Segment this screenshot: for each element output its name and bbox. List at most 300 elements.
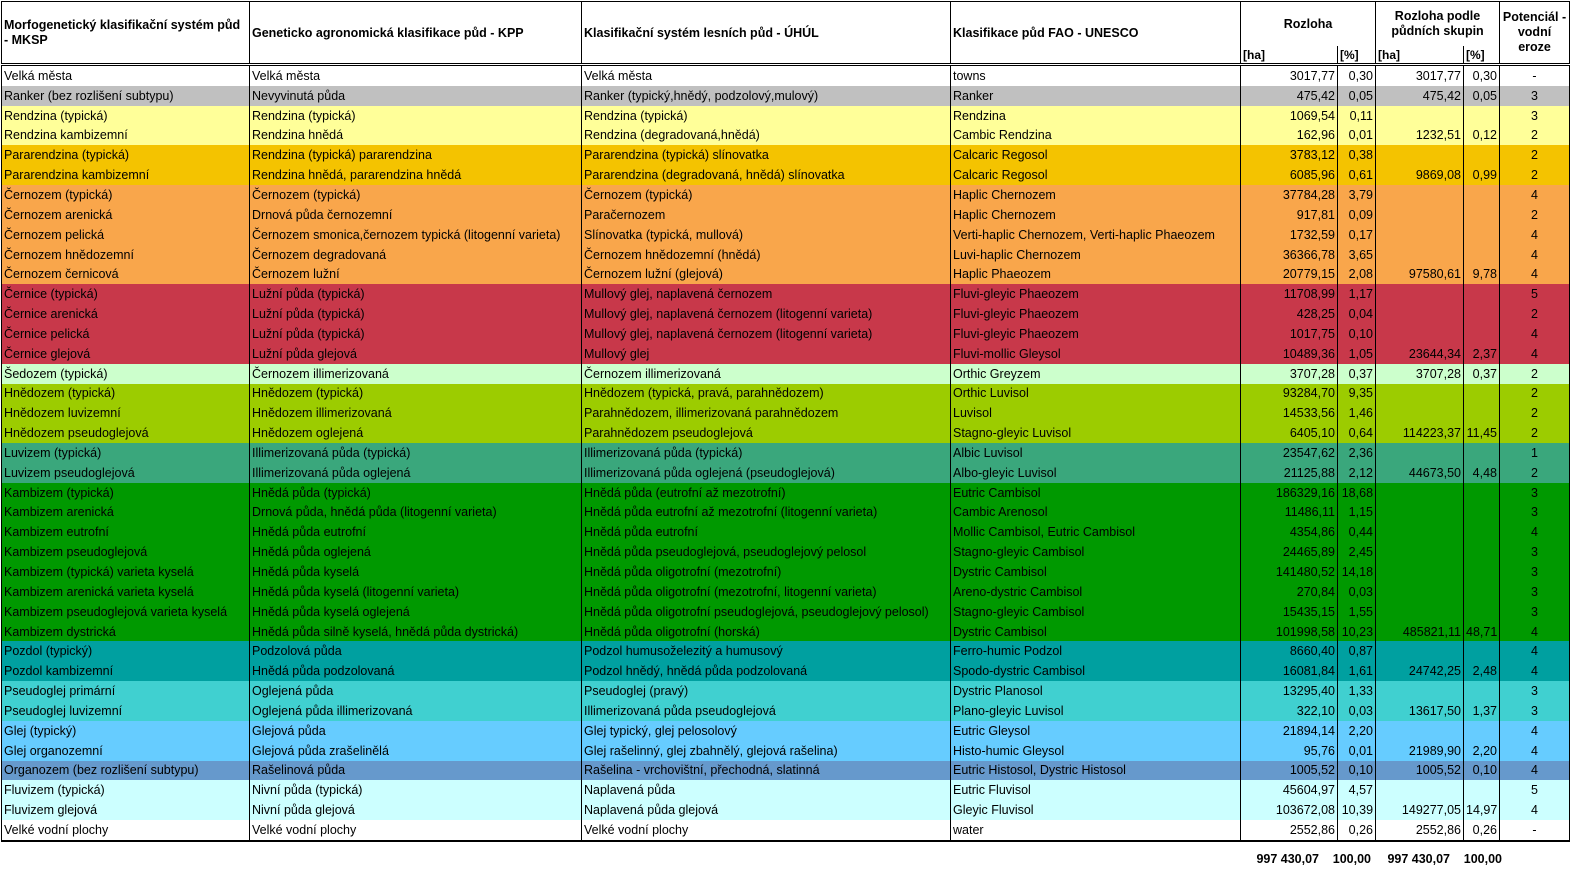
cell-group-pct	[1464, 602, 1500, 622]
cell-mksp: Glej (typický)	[2, 721, 250, 741]
cell-uhul: Mullový glej, naplavená černozem (litogenní varieta)	[582, 304, 951, 324]
cell-area-ha: 45604,97	[1241, 780, 1338, 800]
cell-mksp: Velká města	[2, 65, 250, 86]
cell-uhul: Pseudoglej (pravý)	[582, 681, 951, 701]
header-rozloha-skupin: Rozloha podle půdních skupin	[1376, 2, 1500, 47]
cell-uhul: Podzol humusoželezitý a humusový	[582, 641, 951, 661]
table-row	[2, 403, 1570, 423]
cell-fao: Areno-dystric Cambisol	[951, 582, 1241, 602]
cell-fao: Fluvi-gleyic Phaeozem	[951, 304, 1241, 324]
cell-mksp: Pseudoglej primární	[2, 681, 250, 701]
cell-area-ha: 3707,28	[1241, 364, 1338, 384]
cell-group-ha	[1376, 483, 1464, 503]
cell-kpp: Hnědá půda kyselá oglejená	[250, 602, 582, 622]
cell-area-pct: 0,05	[1338, 86, 1376, 106]
cell-area-pct: 3,65	[1338, 245, 1376, 265]
cell-mksp: Černozem pelická	[2, 225, 250, 245]
cell-uhul: Černozem (typická)	[582, 185, 951, 205]
cell-erosion: 3	[1500, 106, 1570, 126]
cell-fao: Histo-humic Gleysol	[951, 741, 1241, 761]
cell-fao: Eutric Gleysol	[951, 721, 1241, 741]
cell-uhul: Naplavená půda glejová	[582, 800, 951, 820]
table-row	[2, 344, 1570, 364]
cell-group-pct	[1464, 681, 1500, 701]
cell-mksp: Ranker (bez rozlišení subtypu)	[2, 86, 250, 106]
table-row	[2, 602, 1570, 622]
cell-group-ha	[1376, 403, 1464, 423]
table-row	[2, 126, 1570, 146]
cell-kpp: Hnědá půda kyselá (litogenní varieta)	[250, 582, 582, 602]
cell-group-ha	[1376, 542, 1464, 562]
cell-area-ha: 101998,58	[1241, 622, 1338, 642]
cell-erosion: -	[1500, 820, 1570, 841]
cell-area-pct: 1,05	[1338, 344, 1376, 364]
table-row	[2, 641, 1570, 661]
total-group-pct: 100,00	[1463, 852, 1502, 866]
cell-fao: Albo-gleyic Luvisol	[951, 463, 1241, 483]
cell-uhul: Glej typický, glej pelosolový	[582, 721, 951, 741]
cell-erosion: 3	[1500, 503, 1570, 523]
cell-area-pct: 0,26	[1338, 820, 1376, 841]
cell-mksp: Kambizem dystrická	[2, 622, 250, 642]
cell-kpp: Rendzina (typická) pararendzina	[250, 145, 582, 165]
cell-kpp: Nivní půda (typická)	[250, 780, 582, 800]
cell-fao: Haplic Chernozem	[951, 205, 1241, 225]
cell-area-ha: 16081,84	[1241, 661, 1338, 681]
cell-uhul: Pararendzina (degradovaná, hnědá) slínovatka	[582, 165, 951, 185]
cell-uhul: Černozem hnědozemní (hnědá)	[582, 245, 951, 265]
cell-fao: Eutric Cambisol	[951, 483, 1241, 503]
cell-group-ha	[1376, 205, 1464, 225]
cell-erosion: 4	[1500, 721, 1570, 741]
cell-area-ha: 917,81	[1241, 205, 1338, 225]
cell-area-pct: 1,33	[1338, 681, 1376, 701]
table-row	[2, 582, 1570, 602]
cell-group-pct: 2,48	[1464, 661, 1500, 681]
cell-mksp: Černozem hnědozemní	[2, 245, 250, 265]
cell-mksp: Černice pelická	[2, 324, 250, 344]
cell-group-ha: 475,42	[1376, 86, 1464, 106]
cell-kpp: Velká města	[250, 65, 582, 86]
cell-area-pct: 1,15	[1338, 503, 1376, 523]
cell-area-ha: 162,96	[1241, 126, 1338, 146]
cell-kpp: Lužní půda glejová	[250, 344, 582, 364]
cell-erosion: -	[1500, 65, 1570, 86]
cell-erosion: 3	[1500, 86, 1570, 106]
cell-fao: Stagno-gleyic Luvisol	[951, 423, 1241, 443]
cell-uhul: Rendzina (typická)	[582, 106, 951, 126]
cell-group-pct: 0,99	[1464, 165, 1500, 185]
cell-kpp: Lužní půda (typická)	[250, 324, 582, 344]
cell-group-pct	[1464, 225, 1500, 245]
cell-fao: water	[951, 820, 1241, 841]
cell-group-ha: 9869,08	[1376, 165, 1464, 185]
cell-group-ha	[1376, 780, 1464, 800]
cell-area-ha: 475,42	[1241, 86, 1338, 106]
cell-area-pct: 0,37	[1338, 364, 1376, 384]
cell-erosion: 4	[1500, 800, 1570, 820]
cell-area-pct: 9,35	[1338, 384, 1376, 404]
cell-kpp: Glejová půda zrašelinělá	[250, 741, 582, 761]
cell-fao: Spodo-dystric Cambisol	[951, 661, 1241, 681]
cell-mksp: Kambizem (typická) varieta kyselá	[2, 562, 250, 582]
cell-group-ha	[1376, 681, 1464, 701]
cell-area-ha: 36366,78	[1241, 245, 1338, 265]
table-row	[2, 483, 1570, 503]
cell-area-pct: 2,08	[1338, 264, 1376, 284]
cell-area-pct: 0,87	[1338, 641, 1376, 661]
cell-fao: Ferro-humic Podzol	[951, 641, 1241, 661]
cell-group-pct: 9,78	[1464, 264, 1500, 284]
cell-fao: Luvi-haplic Chernozem	[951, 245, 1241, 265]
cell-uhul: Hnědá půda eutrofní až mezotrofní (litogenní varieta)	[582, 503, 951, 523]
cell-mksp: Fluvizem (typická)	[2, 780, 250, 800]
cell-group-pct: 0,26	[1464, 820, 1500, 841]
cell-group-ha: 2552,86	[1376, 820, 1464, 841]
cell-group-ha: 23644,34	[1376, 344, 1464, 364]
cell-group-pct	[1464, 443, 1500, 463]
unit-group-pct: [%]	[1464, 46, 1500, 65]
cell-group-pct	[1464, 721, 1500, 741]
cell-fao: Gleyic Fluvisol	[951, 800, 1241, 820]
table-row	[2, 780, 1570, 800]
cell-uhul: Hnědá půda pseudoglejová, pseudoglejový pelosol	[582, 542, 951, 562]
cell-area-pct: 0,44	[1338, 522, 1376, 542]
cell-group-ha: 97580,61	[1376, 264, 1464, 284]
cell-group-pct	[1464, 522, 1500, 542]
cell-erosion: 3	[1500, 542, 1570, 562]
cell-erosion: 4	[1500, 741, 1570, 761]
cell-fao: Verti-haplic Chernozem, Verti-haplic Phaeozem	[951, 225, 1241, 245]
cell-group-pct	[1464, 384, 1500, 404]
cell-area-pct: 10,23	[1338, 622, 1376, 642]
cell-group-ha	[1376, 185, 1464, 205]
cell-mksp: Rendzina kambizemní	[2, 126, 250, 146]
cell-group-ha: 1005,52	[1376, 761, 1464, 781]
cell-uhul: Hnědá půda eutrofní	[582, 522, 951, 542]
cell-uhul: Illimerizovaná půda oglejená (pseudoglejová)	[582, 463, 951, 483]
cell-group-ha	[1376, 384, 1464, 404]
cell-kpp: Hnědá půda silně kyselá, hnědá půda dystrická)	[250, 622, 582, 642]
cell-mksp: Černozem (typická)	[2, 185, 250, 205]
cell-group-pct: 11,45	[1464, 423, 1500, 443]
cell-fao: Cambic Arenosol	[951, 503, 1241, 523]
table-body	[2, 65, 1570, 841]
cell-uhul: Černozem illimerizovaná	[582, 364, 951, 384]
cell-uhul: Slínovatka (typická, mullová)	[582, 225, 951, 245]
cell-group-ha	[1376, 721, 1464, 741]
cell-mksp: Pararendzina kambizemní	[2, 165, 250, 185]
cell-fao: Mollic Cambisol, Eutric Cambisol	[951, 522, 1241, 542]
cell-area-pct: 2,12	[1338, 463, 1376, 483]
table-row	[2, 145, 1570, 165]
soil-classification-table	[1, 1, 1570, 842]
cell-erosion: 4	[1500, 264, 1570, 284]
cell-group-ha: 3707,28	[1376, 364, 1464, 384]
cell-area-pct: 2,36	[1338, 443, 1376, 463]
cell-kpp: Velké vodní plochy	[250, 820, 582, 841]
cell-area-ha: 21125,88	[1241, 463, 1338, 483]
cell-erosion: 2	[1500, 423, 1570, 443]
cell-fao: Ranker	[951, 86, 1241, 106]
cell-group-pct	[1464, 145, 1500, 165]
cell-area-ha: 8660,40	[1241, 641, 1338, 661]
cell-uhul: Pararendzina (typická) slínovatka	[582, 145, 951, 165]
cell-group-ha	[1376, 602, 1464, 622]
cell-kpp: Černozem smonica,černozem typická (litogenní varieta)	[250, 225, 582, 245]
cell-group-pct: 0,10	[1464, 761, 1500, 781]
table-row	[2, 701, 1570, 721]
cell-uhul: Hnědá půda oligotrofní (horská)	[582, 622, 951, 642]
cell-group-pct	[1464, 780, 1500, 800]
cell-erosion: 4	[1500, 225, 1570, 245]
header-kpp: Geneticko agronomická klasifikace půd - KPP	[250, 2, 582, 65]
header-eroze: Potenciál - vodní eroze	[1500, 2, 1570, 65]
cell-mksp: Hnědozem (typická)	[2, 384, 250, 404]
cell-area-ha: 1069,54	[1241, 106, 1338, 126]
cell-kpp: Nevyvinutá půda	[250, 86, 582, 106]
cell-erosion: 2	[1500, 304, 1570, 324]
cell-erosion: 2	[1500, 126, 1570, 146]
cell-uhul: Velká města	[582, 65, 951, 86]
cell-area-ha: 3783,12	[1241, 145, 1338, 165]
cell-erosion: 4	[1500, 622, 1570, 642]
cell-group-ha	[1376, 443, 1464, 463]
cell-group-ha	[1376, 304, 1464, 324]
cell-group-ha	[1376, 641, 1464, 661]
cell-mksp: Černice (typická)	[2, 284, 250, 304]
cell-erosion: 2	[1500, 463, 1570, 483]
cell-area-ha: 3017,77	[1241, 65, 1338, 86]
cell-fao: Calcaric Regosol	[951, 165, 1241, 185]
cell-fao: Rendzina	[951, 106, 1241, 126]
cell-group-pct	[1464, 284, 1500, 304]
cell-area-ha: 2552,86	[1241, 820, 1338, 841]
cell-area-pct: 0,64	[1338, 423, 1376, 443]
cell-area-pct: 0,04	[1338, 304, 1376, 324]
cell-fao: Dystric Cambisol	[951, 562, 1241, 582]
cell-kpp: Illimerizovaná půda oglejená	[250, 463, 582, 483]
cell-uhul: Mullový glej	[582, 344, 951, 364]
cell-kpp: Rendzina (typická)	[250, 106, 582, 126]
cell-area-pct: 1,55	[1338, 602, 1376, 622]
cell-fao: Orthic Greyzem	[951, 364, 1241, 384]
unit-ha: [ha]	[1241, 46, 1338, 65]
cell-area-ha: 4354,86	[1241, 522, 1338, 542]
cell-fao: Albic Luvisol	[951, 443, 1241, 463]
cell-area-pct: 0,09	[1338, 205, 1376, 225]
cell-area-ha: 270,84	[1241, 582, 1338, 602]
cell-kpp: Rašelinová půda	[250, 761, 582, 781]
cell-fao: Haplic Chernozem	[951, 185, 1241, 205]
cell-erosion: 4	[1500, 522, 1570, 542]
cell-area-ha: 1005,52	[1241, 761, 1338, 781]
cell-fao: Stagno-gleyic Cambisol	[951, 602, 1241, 622]
cell-group-ha	[1376, 284, 1464, 304]
cell-erosion: 3	[1500, 582, 1570, 602]
cell-area-ha: 10489,36	[1241, 344, 1338, 364]
cell-kpp: Oglejená půda illimerizovaná	[250, 701, 582, 721]
unit-group-ha: [ha]	[1376, 46, 1464, 65]
table-row	[2, 503, 1570, 523]
table-row	[2, 622, 1570, 642]
cell-uhul: Podzol hnědý, hnědá půda podzolovaná	[582, 661, 951, 681]
cell-fao: Fluvi-gleyic Phaeozem	[951, 284, 1241, 304]
cell-uhul: Černozem lužní (glejová)	[582, 264, 951, 284]
cell-area-pct: 0,10	[1338, 324, 1376, 344]
table-row	[2, 384, 1570, 404]
cell-kpp: Hnědozem illimerizovaná	[250, 403, 582, 423]
cell-mksp: Černice arenická	[2, 304, 250, 324]
cell-group-pct: 0,30	[1464, 65, 1500, 86]
cell-erosion: 4	[1500, 761, 1570, 781]
cell-erosion: 4	[1500, 245, 1570, 265]
cell-group-ha: 149277,05	[1376, 800, 1464, 820]
cell-mksp: Kambizem arenická varieta kyselá	[2, 582, 250, 602]
table-row	[2, 800, 1570, 820]
cell-group-ha	[1376, 324, 1464, 344]
cell-kpp: Drnová půda, hnědá půda (litogenní varieta)	[250, 503, 582, 523]
cell-fao: Plano-gleyic Luvisol	[951, 701, 1241, 721]
cell-uhul: Illimerizovaná půda pseudoglejová	[582, 701, 951, 721]
cell-area-pct: 1,17	[1338, 284, 1376, 304]
cell-group-pct	[1464, 245, 1500, 265]
table-row	[2, 761, 1570, 781]
cell-area-ha: 14533,56	[1241, 403, 1338, 423]
cell-area-pct: 0,38	[1338, 145, 1376, 165]
cell-group-ha	[1376, 522, 1464, 542]
cell-area-ha: 93284,70	[1241, 384, 1338, 404]
cell-group-ha	[1376, 106, 1464, 126]
cell-group-ha: 1232,51	[1376, 126, 1464, 146]
cell-mksp: Organozem (bez rozlišení subtypu)	[2, 761, 250, 781]
table-row	[2, 721, 1570, 741]
cell-mksp: Luvizem pseudoglejová	[2, 463, 250, 483]
cell-area-pct: 0,03	[1338, 701, 1376, 721]
table-row	[2, 522, 1570, 542]
cell-uhul: Paračernozem	[582, 205, 951, 225]
cell-kpp: Lužní půda (typická)	[250, 304, 582, 324]
cell-fao: Dystric Planosol	[951, 681, 1241, 701]
cell-area-ha: 23547,62	[1241, 443, 1338, 463]
cell-group-pct: 0,05	[1464, 86, 1500, 106]
cell-mksp: Černozem arenická	[2, 205, 250, 225]
cell-group-pct: 2,20	[1464, 741, 1500, 761]
cell-mksp: Hnědozem pseudoglejová	[2, 423, 250, 443]
cell-group-pct: 0,12	[1464, 126, 1500, 146]
table-row	[2, 205, 1570, 225]
cell-uhul: Parahnědozem, illimerizovaná parahnědozem	[582, 403, 951, 423]
cell-group-ha	[1376, 562, 1464, 582]
cell-erosion: 4	[1500, 641, 1570, 661]
cell-group-pct	[1464, 562, 1500, 582]
cell-erosion: 5	[1500, 284, 1570, 304]
cell-uhul: Hnědozem (typická, pravá, parahnědozem)	[582, 384, 951, 404]
cell-fao: Haplic Phaeozem	[951, 264, 1241, 284]
cell-area-ha: 1732,59	[1241, 225, 1338, 245]
cell-group-ha	[1376, 582, 1464, 602]
cell-area-ha: 103672,08	[1241, 800, 1338, 820]
cell-mksp: Hnědozem luvizemní	[2, 403, 250, 423]
cell-group-ha	[1376, 145, 1464, 165]
cell-kpp: Rendzina hnědá	[250, 126, 582, 146]
cell-fao: towns	[951, 65, 1241, 86]
cell-area-pct: 18,68	[1338, 483, 1376, 503]
cell-kpp: Černozem lužní	[250, 264, 582, 284]
cell-group-ha: 3017,77	[1376, 65, 1464, 86]
cell-kpp: Hnědá půda eutrofní	[250, 522, 582, 542]
cell-area-ha: 11708,99	[1241, 284, 1338, 304]
cell-mksp: Černozem černicová	[2, 264, 250, 284]
cell-kpp: Glejová půda	[250, 721, 582, 741]
cell-mksp: Fluvizem glejová	[2, 800, 250, 820]
cell-erosion: 4	[1500, 344, 1570, 364]
cell-group-pct: 14,97	[1464, 800, 1500, 820]
table-row	[2, 324, 1570, 344]
table-row	[2, 106, 1570, 126]
cell-mksp: Velké vodní plochy	[2, 820, 250, 841]
cell-erosion: 2	[1500, 205, 1570, 225]
cell-erosion: 4	[1500, 185, 1570, 205]
unit-pct: [%]	[1338, 46, 1376, 65]
cell-erosion: 3	[1500, 602, 1570, 622]
cell-area-ha: 186329,16	[1241, 483, 1338, 503]
cell-group-pct	[1464, 582, 1500, 602]
cell-kpp: Hnědá půda (typická)	[250, 483, 582, 503]
cell-erosion: 2	[1500, 364, 1570, 384]
cell-fao: Fluvi-gleyic Phaeozem	[951, 324, 1241, 344]
cell-area-ha: 11486,11	[1241, 503, 1338, 523]
cell-group-ha	[1376, 225, 1464, 245]
cell-erosion: 2	[1500, 145, 1570, 165]
cell-area-pct: 0,01	[1338, 741, 1376, 761]
cell-mksp: Kambizem arenická	[2, 503, 250, 523]
cell-erosion: 3	[1500, 681, 1570, 701]
cell-group-pct: 4,48	[1464, 463, 1500, 483]
cell-erosion: 3	[1500, 562, 1570, 582]
cell-mksp: Kambizem (typická)	[2, 483, 250, 503]
table-row	[2, 185, 1570, 205]
cell-kpp: Hnědá půda kyselá	[250, 562, 582, 582]
table-row	[2, 443, 1570, 463]
cell-uhul: Hnědá půda oligotrofní (mezotrofní)	[582, 562, 951, 582]
cell-area-ha: 21894,14	[1241, 721, 1338, 741]
cell-mksp: Kambizem pseudoglejová varieta kyselá	[2, 602, 250, 622]
cell-erosion: 2	[1500, 384, 1570, 404]
cell-kpp: Hnědozem (typická)	[250, 384, 582, 404]
cell-uhul: Naplavená půda	[582, 780, 951, 800]
cell-erosion: 5	[1500, 780, 1570, 800]
cell-fao: Eutric Histosol, Dystric Histosol	[951, 761, 1241, 781]
cell-erosion: 3	[1500, 483, 1570, 503]
cell-uhul: Mullový glej, naplavená černozem	[582, 284, 951, 304]
cell-mksp: Pozdol kambizemní	[2, 661, 250, 681]
table-row	[2, 304, 1570, 324]
total-ha: 997 430,07	[1256, 852, 1319, 866]
cell-kpp: Černozem degradovaná	[250, 245, 582, 265]
cell-uhul: Ranker (typický,hnědý, podzolový,mulový)	[582, 86, 951, 106]
cell-erosion: 2	[1500, 165, 1570, 185]
cell-fao: Calcaric Regosol	[951, 145, 1241, 165]
cell-erosion: 1	[1500, 443, 1570, 463]
cell-kpp: Nivní půda glejová	[250, 800, 582, 820]
header-mksp: Morfogenetický klasifikační systém půd - MKSP	[2, 2, 250, 65]
cell-fao: Cambic Rendzina	[951, 126, 1241, 146]
cell-uhul: Rendzina (degradovaná,hnědá)	[582, 126, 951, 146]
cell-group-pct	[1464, 403, 1500, 423]
cell-area-pct: 0,11	[1338, 106, 1376, 126]
table-row	[2, 86, 1570, 106]
